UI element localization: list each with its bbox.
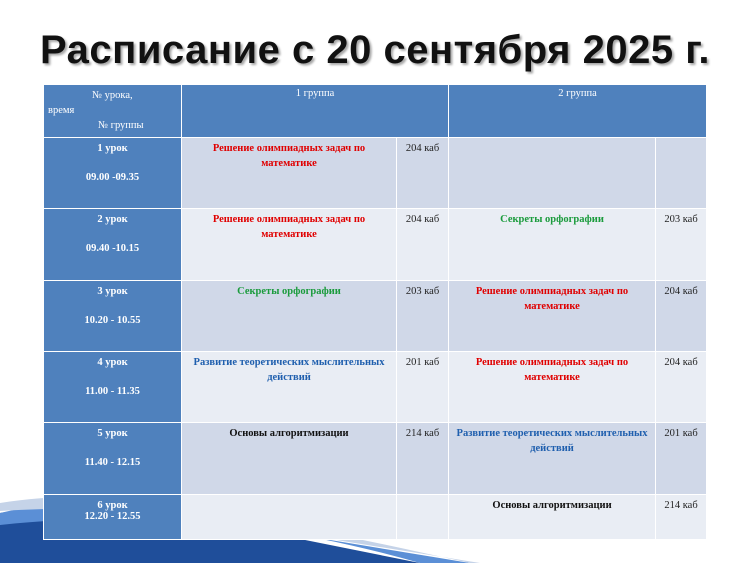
- lesson-number: 2 урок: [97, 214, 128, 226]
- lesson-cell: [44, 423, 182, 494]
- group1-room: 214 каб: [397, 423, 449, 494]
- header-group-2: 2 группа: [449, 85, 707, 138]
- lesson-number: 5 урок: [97, 428, 128, 440]
- group2-room: 204 каб: [656, 352, 707, 423]
- lesson-cell: [44, 138, 182, 209]
- group2-room: 214 каб: [656, 494, 707, 539]
- lesson-time: 11.40 - 12.15: [84, 457, 141, 469]
- header-left-line2: время: [48, 105, 75, 116]
- schedule-table: [43, 84, 707, 540]
- lesson-time: 09.00 -09.35: [85, 172, 140, 183]
- group1-subject: [182, 494, 397, 539]
- table-row: [44, 494, 707, 539]
- header-lesson-time-group: [44, 85, 182, 138]
- group1-subject: Решение олимпиадных задач по математике: [182, 209, 397, 280]
- group2-room: 201 каб: [656, 423, 707, 494]
- group1-room: 201 каб: [397, 352, 449, 423]
- header-left-line1: № урока,: [92, 90, 133, 101]
- group1-room: 203 каб: [397, 280, 449, 351]
- page-title: Расписание с 20 сентября 2025 г.: [40, 28, 710, 72]
- lesson-cell: [44, 494, 182, 539]
- group2-subject: Решение олимпиадных задач по математике: [449, 280, 656, 351]
- group2-subject: Основы алгоритмизации: [449, 494, 656, 539]
- lesson-number: 1 урок: [97, 143, 128, 154]
- group1-subject: Развитие теоретических мыслительных действий: [182, 352, 397, 423]
- group1-room: 204 каб: [397, 138, 449, 209]
- lesson-number: 6 урок: [97, 499, 128, 511]
- lesson-cell: [44, 209, 182, 280]
- header-left-line3: № группы: [98, 120, 144, 131]
- group2-subject: Секреты орфографии: [449, 209, 656, 280]
- group1-subject: Секреты орфографии: [182, 280, 397, 351]
- group1-room: [397, 494, 449, 539]
- table-row: [44, 138, 707, 209]
- table-row: [44, 423, 707, 494]
- group1-subject: Решение олимпиадных задач по математике: [182, 138, 397, 209]
- lesson-number: 4 урок: [97, 357, 128, 369]
- table-row: [44, 209, 707, 280]
- lesson-cell: [44, 280, 182, 351]
- group1-room: 204 каб: [397, 209, 449, 280]
- group2-room: 204 каб: [656, 280, 707, 351]
- table-row: [44, 280, 707, 351]
- group2-subject: Решение олимпиадных задач по математике: [449, 352, 656, 423]
- table-row: [44, 352, 707, 423]
- lesson-cell: [44, 352, 182, 423]
- header-row: [44, 85, 707, 138]
- group2-room: 203 каб: [656, 209, 707, 280]
- lesson-time: 11.00 - 11.35: [85, 386, 140, 398]
- header-group-1: 1 группа: [182, 85, 449, 138]
- group2-subject: Развитие теоретических мыслительных действий: [449, 423, 656, 494]
- lesson-number: 3 урок: [97, 285, 128, 297]
- group1-subject: Основы алгоритмизации: [182, 423, 397, 494]
- group2-subject: [449, 138, 656, 209]
- lesson-time: 10.20 - 10.55: [84, 314, 141, 326]
- group2-room: [656, 138, 707, 209]
- lesson-time: 09.40 -10.15: [85, 243, 140, 255]
- lesson-time: 12.20 - 12.55: [84, 510, 141, 522]
